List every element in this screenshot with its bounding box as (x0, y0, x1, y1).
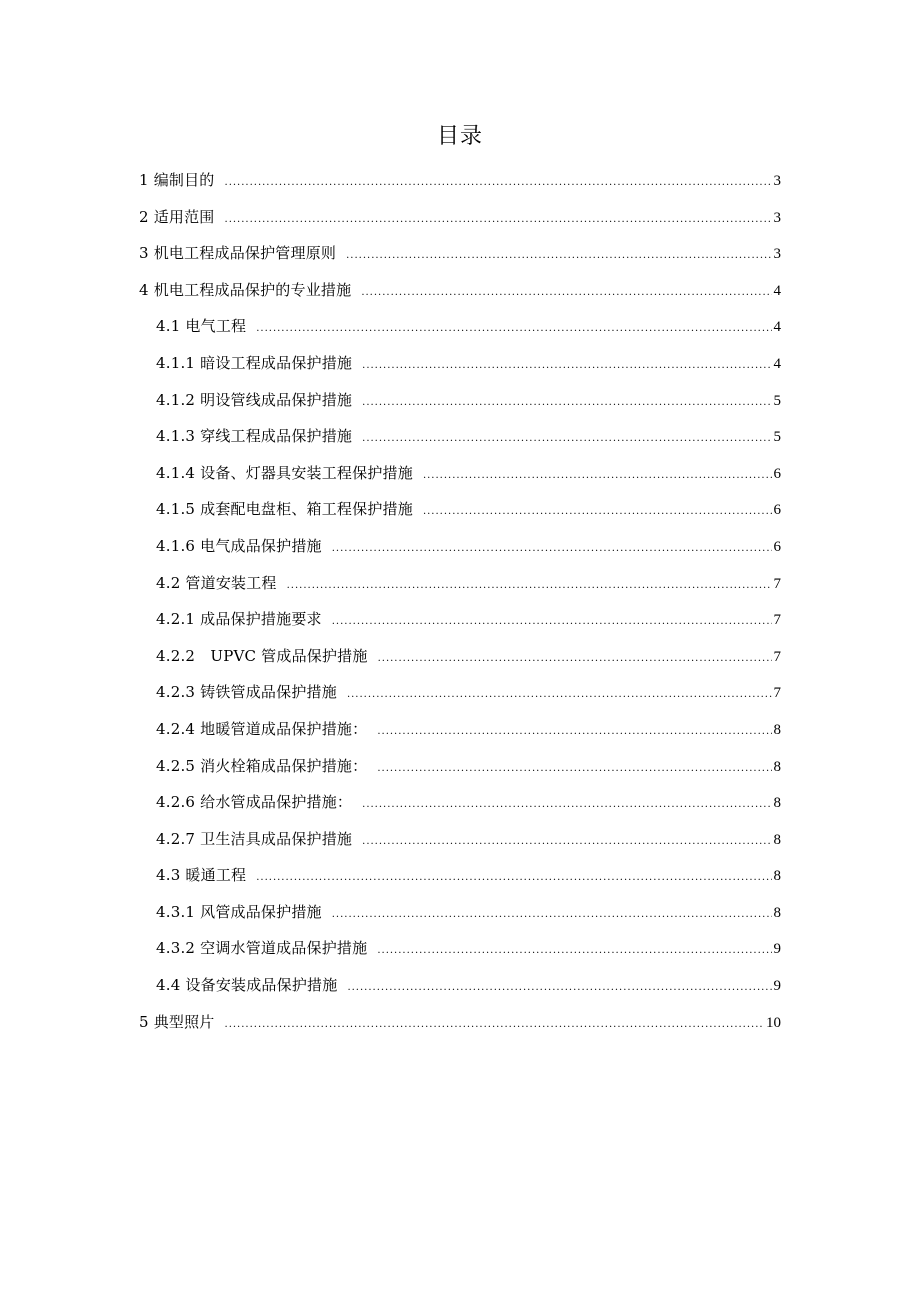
toc-entry-text: 2 适用范围 (139, 207, 215, 226)
toc-entry-text: 4.2.6 给水管成品保护措施： (156, 793, 353, 812)
toc-page-number: 9 (773, 978, 781, 995)
toc-leader-dots (423, 458, 772, 495)
toc-entry[interactable] (139, 711, 781, 748)
toc-entry-text: 4.1.6 电气成品保护措施 (156, 536, 322, 555)
toc-leader-dots (378, 641, 772, 678)
toc-entry[interactable] (139, 674, 781, 711)
toc-leader-dots (362, 348, 771, 385)
toc-leader-dots (347, 677, 772, 714)
toc-entry[interactable] (139, 308, 781, 345)
toc-leader-dots (256, 860, 771, 897)
toc-entry-text: 3 机电工程成品保护管理原则 (139, 244, 337, 263)
toc-leader-dots (362, 824, 771, 861)
toc-entry[interactable] (139, 162, 781, 199)
toc-entry-text: 4.3.1 风管成品保护措施 (156, 902, 322, 921)
toc-entry-text: 1 编制目的 (139, 171, 215, 189)
toc-leader-dots (362, 421, 771, 458)
toc-page-number: 6 (773, 538, 781, 555)
toc-page-number: 7 (773, 575, 781, 592)
toc-entry[interactable] (139, 272, 781, 309)
toc-page-number: 8 (773, 721, 781, 738)
toc-page-number: 8 (773, 831, 781, 848)
table-of-contents (139, 162, 781, 1040)
toc-entry-text: 4.2.1 成品保护措施要求 (156, 610, 322, 629)
toc-entry-text: 4.2.7 卫生洁具成品保护措施 (156, 829, 353, 848)
toc-entry[interactable] (139, 491, 781, 528)
toc-entry-text: 4.2.5 消火栓箱成品保护措施： (156, 756, 368, 775)
toc-entry-text: 4.1.1 暗设工程成品保护措施 (156, 353, 353, 372)
toc-leader-dots (377, 751, 771, 788)
toc-entry-text: 4.1 电气工程 (156, 317, 247, 336)
toc-leader-dots (361, 275, 771, 312)
toc-page-number: 8 (773, 904, 781, 921)
toc-entry-text: 4.2.4 地暖管道成品保护措施： (156, 719, 368, 738)
toc-leader-dots (377, 714, 771, 751)
toc-page-number: 8 (773, 758, 781, 775)
toc-entry-text: 4.1.4 设备、灯器具安装工程保护措施 (156, 463, 413, 482)
toc-page-number: 4 (773, 282, 781, 299)
toc-entry[interactable] (139, 528, 781, 565)
toc-leader-dots (362, 385, 771, 422)
toc-entry-text: 4.1.3 穿线工程成品保护措施 (156, 427, 353, 446)
toc-page-number: 5 (773, 392, 781, 409)
toc-entry[interactable] (139, 1004, 781, 1041)
toc-entry-text: 4.2 管道安装工程 (156, 573, 277, 592)
toc-entry[interactable] (139, 565, 781, 602)
toc-entry[interactable] (139, 601, 781, 638)
toc-entry[interactable] (139, 894, 781, 931)
toc-title: 目录 (436, 124, 483, 149)
toc-page-number: 5 (773, 429, 781, 446)
toc-leader-dots (332, 531, 772, 568)
toc-page-number: 7 (773, 612, 781, 629)
toc-page-number: 7 (773, 648, 781, 665)
toc-page-number: 3 (773, 173, 781, 189)
toc-entry[interactable] (139, 930, 781, 967)
toc-entry[interactable] (139, 235, 781, 272)
toc-leader-dots (362, 787, 771, 824)
toc-leader-dots (377, 933, 771, 970)
toc-leader-dots (423, 494, 772, 531)
toc-page-number: 6 (773, 502, 781, 519)
toc-leader-dots (256, 311, 771, 348)
toc-leader-dots (332, 604, 772, 641)
toc-leader-dots (225, 202, 772, 239)
toc-entry-text: 4.3 暖通工程 (156, 866, 247, 885)
toc-page-number: 4 (773, 319, 781, 336)
toc-entry[interactable] (139, 748, 781, 785)
toc-page-number: 8 (773, 868, 781, 885)
toc-entry[interactable] (139, 821, 781, 858)
toc-leader-dots (332, 897, 772, 934)
toc-entry[interactable] (139, 455, 781, 492)
toc-entry[interactable] (139, 418, 781, 455)
toc-leader-dots (347, 970, 771, 1007)
toc-page-number: 10 (766, 1014, 781, 1031)
toc-entry[interactable] (139, 199, 781, 236)
toc-page-number: 7 (773, 685, 781, 702)
toc-page-number: 3 (773, 209, 781, 226)
toc-entry-text: 4.2.2 UPVC 管成品保护措施 (156, 646, 368, 665)
toc-entry-text: 4.2.3 铸铁管成品保护措施 (156, 683, 337, 702)
toc-entry-text: 4.1.2 明设管线成品保护措施 (156, 390, 353, 409)
toc-page-number: 9 (773, 941, 781, 958)
toc-entry[interactable] (139, 345, 781, 382)
toc-entry[interactable] (139, 382, 781, 419)
toc-page-number: 8 (773, 795, 781, 812)
toc-page-number: 6 (773, 465, 781, 482)
toc-page-number: 3 (773, 246, 781, 263)
toc-entry-text: 4 机电工程成品保护的专业措施 (139, 280, 352, 299)
toc-page-number: 4 (773, 355, 781, 372)
toc-entry[interactable] (139, 967, 781, 1004)
toc-leader-dots (225, 1007, 764, 1044)
toc-entry-text: 4.1.5 成套配电盘柜、箱工程保护措施 (156, 500, 413, 519)
toc-entry[interactable] (139, 638, 781, 675)
toc-entry-text: 4.4 设备安装成品保护措施 (156, 976, 338, 995)
toc-entry[interactable] (139, 784, 781, 821)
toc-entry-text: 4.3.2 空调水管道成品保护措施 (156, 939, 368, 958)
toc-leader-dots (346, 238, 771, 275)
toc-leader-dots (225, 165, 772, 202)
toc-entry[interactable] (139, 857, 781, 894)
toc-leader-dots (287, 568, 772, 605)
toc-entry-text: 5 典型照片 (139, 1012, 215, 1031)
